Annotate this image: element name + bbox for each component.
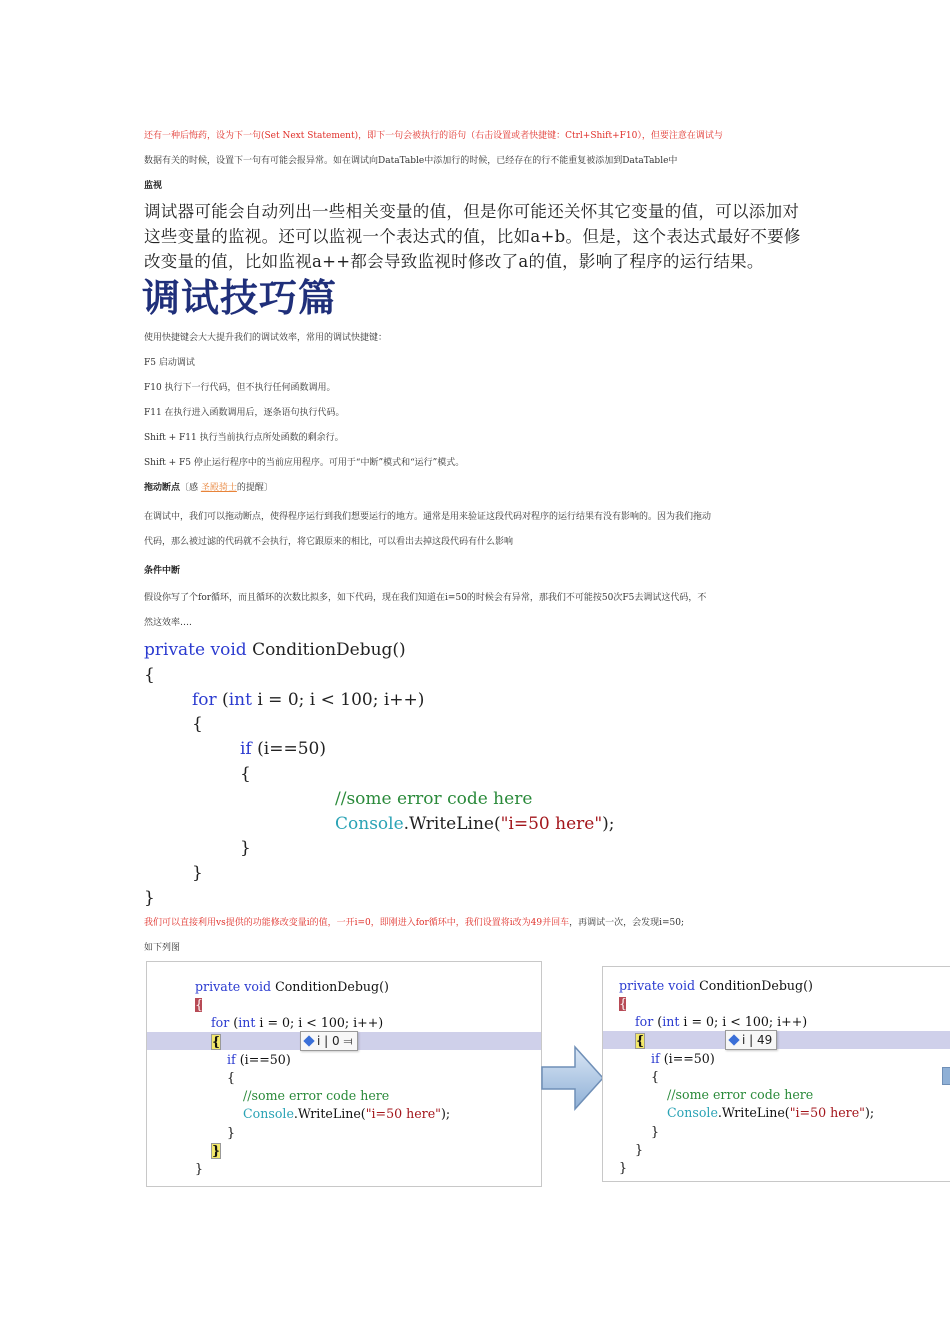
console-class: Console — [335, 813, 404, 834]
datatip-before[interactable]: i | 0 ⫤ — [300, 1031, 358, 1051]
kw-private: private — [144, 640, 206, 660]
kw-if: if — [227, 1051, 236, 1067]
kw-void: void — [244, 979, 272, 994]
code-line-signature — [144, 638, 804, 663]
document-page — [144, 0, 804, 961]
code-line-if — [144, 737, 804, 762]
code-line-for-open — [144, 712, 804, 737]
brace: } — [635, 1141, 644, 1157]
conditional-break-title: 条件中断 — [144, 566, 181, 576]
code-line-console — [144, 812, 804, 837]
brace: } — [195, 1161, 204, 1177]
kw-private: private — [195, 979, 241, 994]
screenshot-before — [146, 961, 542, 1187]
for-rest: i = 0; i < 100; i++) — [259, 1015, 384, 1031]
code-block — [144, 638, 804, 911]
watch-body: 调试器可能会自动列出一些相关变量的值，但是你可能还关怀其它变量的值，可以添加对这些变量的监视。还可以监视一个表达式的值，比如a+b。但是，这个表达式最好不要修改变量的值，比如监视a++都会导致监视时修改了a的值，影响了程序的运行结果。 — [144, 202, 801, 271]
console-class: Console — [243, 1106, 294, 1122]
brace: { — [144, 664, 155, 685]
conditional-line2: 然这效率…. — [144, 618, 192, 628]
brace: { — [212, 1033, 221, 1049]
shortcut-shift-f5: Shift + F5 停止运行程序中的当前应用程序。可用于“中断”模式和“运行”模式。 — [144, 458, 465, 468]
writeline: .WriteLine( — [403, 813, 501, 834]
if-rest: (i==50) — [663, 1050, 715, 1066]
kw-void: void — [668, 978, 696, 993]
datatip-value[interactable]: 49 — [757, 1033, 773, 1047]
brace: } — [192, 863, 203, 884]
comment: //some error code here — [667, 1087, 814, 1103]
code-line-if-close — [144, 836, 804, 861]
brace: { — [227, 1070, 236, 1086]
writeline: .WriteLine( — [293, 1106, 366, 1122]
comment: //some error code here — [335, 788, 533, 809]
kw-for: for — [192, 689, 217, 710]
brace: } — [227, 1124, 236, 1140]
brace: { — [636, 1032, 645, 1048]
right-arrow-icon — [541, 1045, 605, 1111]
shortcut-f5: F5 启动调试 — [144, 358, 195, 368]
shortcuts-intro: 使用快捷键会大大提升我们的调试效率，常用的调试快捷键： — [144, 333, 388, 343]
kw-int: int — [238, 1015, 256, 1031]
string-literal: "i=50 here" — [789, 1105, 865, 1121]
screenshot-after — [602, 966, 950, 1182]
datatip-var: i — [742, 1033, 746, 1047]
method-name: ConditionDebug() — [699, 978, 813, 993]
code-line-if-open — [144, 762, 804, 787]
variable-icon — [728, 1034, 739, 1045]
screenshot-code: private void ConditionDebug() { for (int i = 0; i < 100; i++) { if (i==50) { //some error code here Console.WriteLine("i=50 here"); } } } — [195, 979, 451, 1177]
credit-prefix: 〔感 — [180, 483, 201, 493]
string-literal: "i=50 here" — [500, 813, 603, 834]
drag-breakpoint-title: 拖动断点 — [144, 483, 181, 493]
statement-end: ); — [864, 1105, 875, 1121]
datatip-value[interactable]: 0 — [332, 1034, 340, 1048]
writeline: .WriteLine( — [717, 1105, 790, 1121]
brace: { — [651, 1069, 660, 1085]
comment: //some error code here — [243, 1088, 390, 1104]
credit-suffix: 的提醒〕 — [236, 483, 273, 493]
kw-if: if — [240, 739, 252, 760]
after-code-red: 我们可以直接利用vs提供的功能修改变量i的值，一开i=0，即刚进入for循环中，我们设置将i改为49并回车 — [144, 917, 570, 928]
page-heading: 调试技巧篇 — [142, 276, 338, 320]
method-name: ConditionDebug() — [252, 640, 406, 660]
brace: { — [192, 714, 203, 735]
kw-void: void — [210, 640, 247, 660]
if-rest: (i==50) — [239, 1051, 291, 1067]
variable-icon — [303, 1035, 314, 1046]
code-line-for-close — [144, 861, 804, 886]
brace: } — [619, 1160, 628, 1176]
shortcut-shift-f11: Shift + F11 执行当前执行点所处函数的剩余行。 — [144, 433, 344, 443]
statement-end: ); — [440, 1106, 451, 1122]
brace: } — [240, 838, 251, 859]
kw-private: private — [619, 978, 665, 993]
after-code-black: ，再调试一次，会发现i=50; — [569, 917, 685, 928]
shortcut-f10: F10 执行下一行代码，但不执行任何函数调用。 — [144, 383, 336, 393]
code-line-open — [144, 663, 804, 688]
if-rest: (i==50) — [257, 739, 326, 760]
kw-int: int — [228, 689, 252, 710]
edge-marker — [942, 1067, 950, 1085]
set-next-statement-line2: 数据有关的时候，设置下一句有可能会报异常。如在调试向DataTable中添加行的时候，已经存在的行不能重复被添加到DataTable中 — [144, 156, 678, 166]
credit-link[interactable]: 圣殿骑士 — [200, 483, 237, 493]
code-line-comment — [144, 787, 804, 812]
code-line-for: for (int i = 0; i < 100; i++) — [192, 689, 425, 710]
brace: { — [195, 997, 204, 1013]
statement-end: ); — [602, 813, 615, 834]
after-code-line — [144, 911, 804, 936]
brace: { — [619, 996, 628, 1012]
brace: { — [240, 763, 251, 784]
brace: } — [144, 887, 155, 908]
conditional-line1: 假设你写了个for循环，而且循环的次数比拟多，如下代码，现在我们知道在i=50的时候会有异常，那我们不可能按50次F5去调试这代码，不 — [144, 593, 707, 603]
watch-title: 监视 — [144, 181, 163, 191]
figure-caption: 如下列图 — [144, 942, 181, 953]
brace: } — [651, 1123, 660, 1139]
datatip-after[interactable]: i | 49 — [725, 1030, 777, 1050]
method-name: ConditionDebug() — [275, 979, 389, 994]
pin-icon[interactable]: ⫤ — [343, 1034, 353, 1048]
for-rest: i = 0; i < 100; i++) — [683, 1014, 808, 1030]
for-rest: i = 0; i < 100; i++) — [257, 689, 425, 710]
code-line-close — [144, 886, 804, 911]
kw-if: if — [651, 1050, 660, 1066]
shortcut-f11: F11 在执行进入函数调用后，逐条语句执行代码。 — [144, 408, 345, 418]
datatip-var: i — [317, 1034, 321, 1048]
drag-line1: 在调试中，我们可以拖动断点，使得程序运行到我们想要运行的地方。通常是用来验证这段代码对程序的运行结果有没有影响的。因为我们拖动 — [144, 512, 712, 522]
set-next-statement-line1: 还有一种后悔药，设为下一句(Set Next Statement)，即下一句会被执行的语句（右击设置或者快捷键：Ctrl+Shift+F10），但要注意在调试与 — [144, 131, 723, 141]
brace: } — [212, 1142, 221, 1158]
drag-line2: 代码，那么被过滤的代码就不会执行，将它跟原来的相比，可以看出去掉这段代码有什么影响 — [144, 537, 514, 547]
kw-for: for — [635, 1014, 654, 1030]
console-class: Console — [667, 1105, 718, 1121]
string-literal: "i=50 here" — [365, 1106, 441, 1122]
kw-int: int — [662, 1014, 680, 1030]
drag-breakpoint-title-line — [144, 476, 804, 501]
screenshot-code: private void ConditionDebug() { for (int i = 0; i < 100; i++) { if (i==50) { //some error code here Console.WriteLine("i=50 here"); } } } — [619, 978, 875, 1176]
kw-for: for — [211, 1015, 230, 1031]
